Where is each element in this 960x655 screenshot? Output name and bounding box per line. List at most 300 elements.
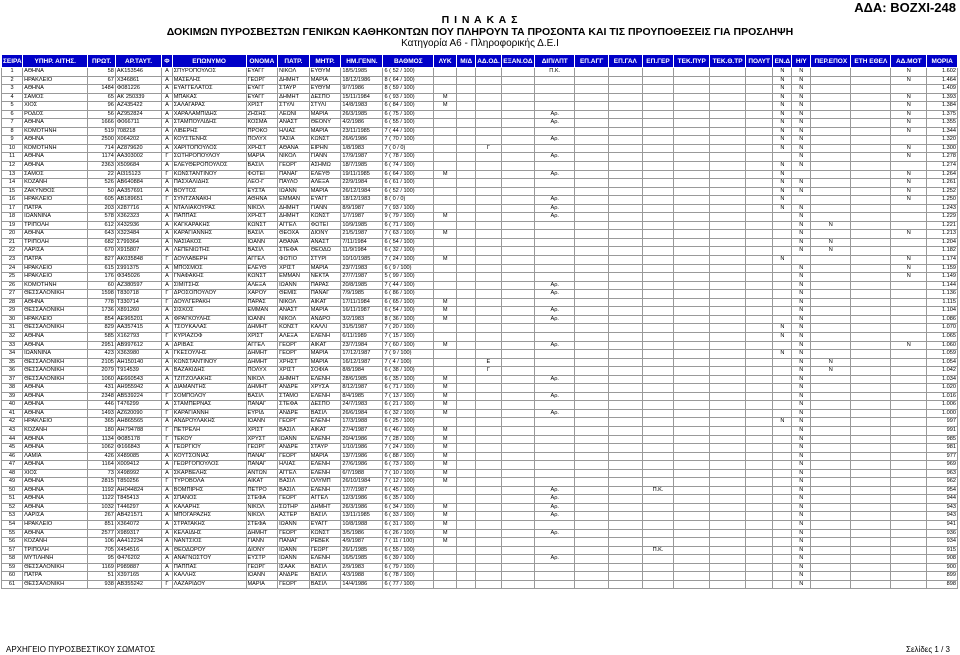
- table-cell: [811, 444, 851, 453]
- table-cell: [745, 503, 772, 512]
- table-cell: [674, 392, 710, 401]
- table-cell: [851, 187, 891, 196]
- table-cell: [476, 187, 501, 196]
- table-cell: Ν: [792, 538, 811, 547]
- table-cell: 16/11/1987: [341, 307, 383, 316]
- table-row: [2, 170, 958, 179]
- table-cell: [710, 332, 746, 341]
- table-cell: [457, 461, 476, 470]
- table-cell: ΑΗ044824: [115, 486, 161, 495]
- table-cell: 1.243: [927, 204, 958, 213]
- table-cell: [608, 93, 642, 102]
- table-cell: [642, 238, 674, 247]
- table-cell: [811, 401, 851, 410]
- table-cell: [773, 563, 792, 572]
- table-cell: ΗΡΑΚΛΕΙΟ: [23, 196, 88, 205]
- table-cell: [851, 478, 891, 487]
- table-cell: [710, 85, 746, 94]
- table-cell: [891, 307, 927, 316]
- table-cell: [851, 572, 891, 581]
- table-cell: ΕΛΕΥΘΕΡΟΠΟΥΛΟΣ: [172, 162, 246, 171]
- table-cell: [575, 358, 609, 367]
- table-cell: Ν: [792, 409, 811, 418]
- table-cell: [476, 170, 501, 179]
- table-cell: Ν: [792, 572, 811, 581]
- table-cell: Χ287716: [115, 204, 161, 213]
- table-cell: [457, 179, 476, 188]
- table-cell: ΚΩΝΣΤΑΝΤΙΝΟΥ: [172, 358, 246, 367]
- table-cell: 57: [2, 546, 23, 555]
- table-cell: [811, 563, 851, 572]
- table-cell: Ν: [792, 503, 811, 512]
- table-cell: Ν: [792, 580, 811, 589]
- table-cell: ΘΕΣΣΑΛΟΝΙΚΗ: [23, 375, 88, 384]
- table-cell: Χ509684: [115, 162, 161, 171]
- table-cell: [851, 119, 891, 128]
- table-cell: [851, 298, 891, 307]
- table-cell: [501, 102, 535, 111]
- table-cell: [710, 290, 746, 299]
- table-cell: ΣΟΜΠΟΛΟΥ: [172, 392, 246, 401]
- table-cell: [773, 495, 792, 504]
- table-cell: [891, 546, 927, 555]
- table-cell: ΑΒ189651: [115, 196, 161, 205]
- table-cell: Ν: [891, 230, 927, 239]
- table-cell: ΚΟΥΣΤΕΝΗΣ: [172, 136, 246, 145]
- table-cell: Μ: [434, 401, 457, 410]
- table-cell: Μ: [434, 426, 457, 435]
- table-cell: 8/12/1987: [341, 384, 383, 393]
- table-cell: [434, 290, 457, 299]
- table-cell: ΑΚ035848: [115, 256, 161, 265]
- table-row: [2, 264, 958, 273]
- table-row: [2, 512, 958, 521]
- table-cell: 5: [2, 102, 23, 111]
- table-cell: 26/6/1986: [341, 136, 383, 145]
- table-cell: [608, 110, 642, 119]
- table-cell: ΔΟΥΛΑΒΕΡΗ: [172, 256, 246, 265]
- table-cell: 6 ( 9 / 100): [383, 264, 434, 273]
- table-cell: [434, 153, 457, 162]
- table-cell: [476, 495, 501, 504]
- table-cell: [434, 546, 457, 555]
- table-cell: ΑΓΓΕΛ: [246, 256, 278, 265]
- table-cell: [501, 384, 535, 393]
- table-cell: 1/8/1983: [341, 144, 383, 153]
- table-cell: [773, 238, 792, 247]
- header-row: [2, 55, 958, 68]
- table-row: [2, 392, 958, 401]
- table-cell: ΣΤΥΛΙ: [309, 102, 341, 111]
- table-cell: [501, 401, 535, 410]
- table-cell: ΑΘΗΝΑ: [23, 529, 88, 538]
- table-cell: [434, 144, 457, 153]
- table-cell: 55: [2, 529, 23, 538]
- column-header: ΕΤΗ ΕΘΕΛ: [851, 55, 891, 68]
- table-cell: [642, 179, 674, 188]
- table-cell: [476, 384, 501, 393]
- table-cell: 1/10/1986: [341, 444, 383, 453]
- table-cell: [575, 469, 609, 478]
- table-cell: [745, 187, 772, 196]
- table-cell: 3: [2, 85, 23, 94]
- table-cell: ΝΑΣΙΑΚΟΣ: [172, 238, 246, 247]
- table-cell: 26/6/1984: [341, 409, 383, 418]
- table-cell: ΙΣΑΑΚ: [278, 563, 310, 572]
- table-cell: [476, 136, 501, 145]
- table-cell: 10/8/1988: [341, 520, 383, 529]
- table-cell: ΚΑΛΛΗΣ: [172, 572, 246, 581]
- table-cell: 6 ( 35 / 100): [383, 375, 434, 384]
- column-header: ΕΠ.ΑΓΓ: [575, 55, 609, 68]
- table-cell: ΘΕΣΣΑΛΟΝΙΚΗ: [23, 580, 88, 589]
- table-cell: 14: [2, 179, 23, 188]
- column-header: ΥΠΗΡ. ΑΙΤΗΣ.: [23, 55, 88, 68]
- table-cell: [476, 512, 501, 521]
- table-cell: ΒΑΣΙΛ: [309, 572, 341, 581]
- table-cell: [608, 520, 642, 529]
- table-cell: [575, 298, 609, 307]
- table-cell: [575, 221, 609, 230]
- table-cell: ΓΕΩΡΓ: [278, 529, 310, 538]
- table-cell: 21: [2, 238, 23, 247]
- table-cell: [457, 341, 476, 350]
- table-cell: ΤΣΟΥΚΑΛΑΣ: [172, 324, 246, 333]
- table-cell: ΜΠΟΣΜΟΣ: [172, 264, 246, 273]
- table-cell: [608, 136, 642, 145]
- table-cell: [710, 426, 746, 435]
- table-row: [2, 307, 958, 316]
- table-cell: Χ162793: [115, 332, 161, 341]
- table-cell: [710, 230, 746, 239]
- table-cell: 38: [2, 384, 23, 393]
- table-cell: [501, 546, 535, 555]
- table-cell: 20/4/1986: [341, 435, 383, 444]
- table-cell: [575, 315, 609, 324]
- table-cell: ΘΕΣΣΑΛΟΝΙΚΗ: [23, 324, 88, 333]
- table-cell: 6 ( 54 / 100): [383, 238, 434, 247]
- table-cell: Ν: [792, 213, 811, 222]
- table-cell: [575, 324, 609, 333]
- table-cell: Τ914539: [115, 367, 161, 376]
- table-cell: Ν: [792, 529, 811, 538]
- table-cell: Γ: [162, 409, 173, 418]
- table-cell: [891, 444, 927, 453]
- table-cell: Χ364072: [115, 520, 161, 529]
- table-cell: Ν: [773, 136, 792, 145]
- table-cell: [710, 469, 746, 478]
- table-cell: [642, 367, 674, 376]
- table-cell: [501, 563, 535, 572]
- table-cell: 6 ( 46 / 100): [383, 426, 434, 435]
- column-header: Μ/Δ: [457, 55, 476, 68]
- table-cell: 6 ( 32 / 100): [383, 409, 434, 418]
- table-cell: [535, 538, 575, 547]
- table-cell: [501, 341, 535, 350]
- table-cell: 13: [2, 170, 23, 179]
- table-cell: Ν: [792, 563, 811, 572]
- table-cell: [476, 238, 501, 247]
- table-cell: 1174: [88, 153, 115, 162]
- table-cell: 6 ( 79 / 100): [383, 563, 434, 572]
- table-cell: 2951: [88, 341, 115, 350]
- table-cell: [434, 418, 457, 427]
- table-cell: 6 ( 31 / 100): [383, 520, 434, 529]
- table-row: [2, 332, 958, 341]
- table-cell: 8 ( 36 / 100): [383, 315, 434, 324]
- table-cell: [745, 68, 772, 77]
- table-cell: ΒΑΣΙΛ: [246, 247, 278, 256]
- table-cell: 1.355: [927, 119, 958, 128]
- table-cell: [608, 409, 642, 418]
- table-cell: Μ: [434, 93, 457, 102]
- table-cell: 6 ( 64 / 100): [383, 170, 434, 179]
- table-row: [2, 538, 958, 547]
- table-cell: [710, 563, 746, 572]
- table-cell: [773, 435, 792, 444]
- table-cell: Γ: [162, 298, 173, 307]
- table-cell: [851, 392, 891, 401]
- table-cell: [501, 85, 535, 94]
- table-cell: [745, 435, 772, 444]
- table-cell: [674, 367, 710, 376]
- table-cell: ΕΥΣΤΡ: [246, 555, 278, 564]
- table-cell: 1060: [88, 375, 115, 384]
- table-cell: [501, 238, 535, 247]
- table-cell: 18: [2, 213, 23, 222]
- table-cell: [476, 264, 501, 273]
- table-cell: [476, 478, 501, 487]
- table-cell: [710, 68, 746, 77]
- table-cell: [608, 315, 642, 324]
- table-cell: 1.000: [927, 409, 958, 418]
- table-cell: ΓΕΩΡΓ: [278, 452, 310, 461]
- table-cell: [773, 469, 792, 478]
- table-cell: 7 ( 44 / 100): [383, 281, 434, 290]
- table-cell: ΙΩΑΝΝ: [246, 572, 278, 581]
- table-cell: [476, 555, 501, 564]
- table-cell: [851, 93, 891, 102]
- table-cell: Χ064202: [115, 136, 161, 145]
- table-cell: ΔΙΟΝΥ: [246, 546, 278, 555]
- table-cell: 6 ( 71 / 100): [383, 384, 434, 393]
- table-cell: [457, 572, 476, 581]
- table-cell: [476, 520, 501, 529]
- table-cell: [710, 350, 746, 359]
- table-cell: [642, 127, 674, 136]
- table-cell: ΠΟΛΥΧ: [246, 136, 278, 145]
- table-cell: [710, 384, 746, 393]
- table-cell: Ν: [792, 384, 811, 393]
- table-cell: ΣΟΦΙΑ: [309, 367, 341, 376]
- table-cell: Α: [162, 341, 173, 350]
- table-cell: 43: [2, 426, 23, 435]
- table-cell: Ν: [792, 546, 811, 555]
- table-cell: ΓΕΩΡΓ: [278, 580, 310, 589]
- table-cell: [642, 162, 674, 171]
- table-cell: [674, 76, 710, 85]
- table-cell: [575, 426, 609, 435]
- table-cell: 1.174: [927, 256, 958, 265]
- table-cell: [642, 324, 674, 333]
- table-cell: ΔΗΜΗΤ: [278, 375, 310, 384]
- table-cell: [642, 144, 674, 153]
- table-cell: Α: [162, 461, 173, 470]
- table-cell: [457, 256, 476, 265]
- table-cell: 1.136: [927, 290, 958, 299]
- table-cell: [457, 76, 476, 85]
- table-cell: [891, 495, 927, 504]
- table-cell: ΣΙΣΚΟΣ: [172, 307, 246, 316]
- table-cell: [745, 273, 772, 282]
- table-cell: [535, 444, 575, 453]
- table-cell: Φ081226: [115, 85, 161, 94]
- table-cell: [851, 170, 891, 179]
- table-cell: 6 ( 55 / 100): [383, 546, 434, 555]
- table-cell: [891, 555, 927, 564]
- table-cell: Ν: [792, 495, 811, 504]
- table-cell: [710, 503, 746, 512]
- table-cell: 19: [2, 221, 23, 230]
- table-cell: Ν: [891, 76, 927, 85]
- table-cell: ΧΡΙΣΤ: [246, 102, 278, 111]
- table-cell: ΜΥΤΙΛΗΝΗ: [23, 555, 88, 564]
- table-cell: [745, 93, 772, 102]
- table-cell: Α: [162, 127, 173, 136]
- table-cell: ΓΕΩΡΓ: [246, 444, 278, 453]
- table-cell: ΧΡΥΣΤ: [246, 435, 278, 444]
- table-cell: ΣΑΛΑΓΑΡΑΣ: [172, 102, 246, 111]
- table-cell: [457, 435, 476, 444]
- table-cell: [674, 375, 710, 384]
- table-cell: [674, 221, 710, 230]
- table-cell: ΑΗ865565: [115, 418, 161, 427]
- table-cell: 962: [927, 478, 958, 487]
- table-cell: [891, 435, 927, 444]
- table-cell: [674, 307, 710, 316]
- table-cell: 23/7/1983: [341, 264, 383, 273]
- table-cell: Α: [162, 444, 173, 453]
- table-cell: [501, 392, 535, 401]
- table-cell: Ν: [891, 102, 927, 111]
- table-cell: [608, 572, 642, 581]
- table-cell: [501, 281, 535, 290]
- table-cell: 936: [927, 529, 958, 538]
- table-cell: [745, 401, 772, 410]
- table-cell: [575, 563, 609, 572]
- table-cell: 7 ( 93 / 100): [383, 204, 434, 213]
- table-cell: [851, 503, 891, 512]
- table-cell: ΜΑΡΙΑ: [309, 358, 341, 367]
- table-cell: ΚΑΓΚΑΡΑΚΗΣ: [172, 221, 246, 230]
- table-cell: 59: [2, 563, 23, 572]
- table-cell: 1484: [88, 85, 115, 94]
- table-cell: [608, 418, 642, 427]
- table-cell: [745, 127, 772, 136]
- table-cell: ΓΙΑΝΝ: [246, 538, 278, 547]
- table-cell: ΑΘΗΝΑ: [23, 495, 88, 504]
- table-cell: [642, 375, 674, 384]
- table-cell: 1493: [88, 409, 115, 418]
- table-cell: [457, 273, 476, 282]
- table-cell: [501, 68, 535, 77]
- table-cell: [710, 221, 746, 230]
- table-cell: [745, 162, 772, 171]
- table-cell: ΑΘΗΝΑ: [23, 332, 88, 341]
- column-header: ΟΝΟΜΑ: [246, 55, 278, 68]
- table-cell: [773, 230, 792, 239]
- table-cell: ΑΘΗΝΑ: [23, 298, 88, 307]
- table-cell: 34: [2, 350, 23, 359]
- table-cell: [674, 452, 710, 461]
- table-cell: [476, 572, 501, 581]
- table-cell: Γ: [476, 367, 501, 376]
- table-cell: 899: [927, 572, 958, 581]
- table-cell: [642, 572, 674, 581]
- table-cell: ΕΜΜΑΝ: [278, 273, 310, 282]
- table-cell: ΝΙΚΟΛ: [246, 375, 278, 384]
- table-cell: Ν: [773, 93, 792, 102]
- table-cell: Ν: [792, 264, 811, 273]
- table-cell: 95: [88, 555, 115, 564]
- table-cell: [476, 418, 501, 427]
- table-cell: ΑΗ955942: [115, 384, 161, 393]
- table-cell: [501, 435, 535, 444]
- table-cell: Ν: [773, 102, 792, 111]
- table-cell: [535, 520, 575, 529]
- table-cell: Ν: [891, 119, 927, 128]
- table-cell: ΧΡΗΣΤ: [278, 358, 310, 367]
- table-row: [2, 247, 958, 256]
- table-cell: 6/11/1989: [341, 332, 383, 341]
- table-cell: Σ991375: [115, 264, 161, 273]
- table-row: [2, 358, 958, 367]
- table-cell: [501, 298, 535, 307]
- table-cell: 28/6/1985: [341, 375, 383, 384]
- table-cell: 526: [88, 179, 115, 188]
- table-cell: [811, 187, 851, 196]
- table-cell: ΑΘΗΝΑ: [23, 444, 88, 453]
- table-cell: [434, 555, 457, 564]
- table-cell: [710, 110, 746, 119]
- table-cell: ΣΑΜΟΣ: [23, 93, 88, 102]
- table-cell: [434, 110, 457, 119]
- table-cell: 41: [2, 409, 23, 418]
- table-cell: [501, 478, 535, 487]
- table-cell: [811, 213, 851, 222]
- table-cell: 42: [2, 418, 23, 427]
- table-cell: [710, 264, 746, 273]
- table-cell: 49: [2, 478, 23, 487]
- table-cell: [575, 444, 609, 453]
- column-header: ΠΕΡ.ΕΠΟΧ: [811, 55, 851, 68]
- table-cell: [457, 358, 476, 367]
- table-cell: 203: [88, 204, 115, 213]
- table-cell: [476, 486, 501, 495]
- table-cell: Γ: [162, 170, 173, 179]
- table-cell: [745, 221, 772, 230]
- table-cell: [851, 350, 891, 359]
- table-cell: ΣΤΑΥΡ: [309, 444, 341, 453]
- table-cell: 26/3/1986: [341, 503, 383, 512]
- table-cell: [535, 102, 575, 111]
- table-cell: [642, 435, 674, 444]
- table-cell: [457, 127, 476, 136]
- table-cell: ΔΗΜΗΤ: [246, 350, 278, 359]
- table-cell: [457, 315, 476, 324]
- table-cell: Ν: [773, 204, 792, 213]
- table-cell: ΚΟΜΟΤΗΝΗ: [23, 127, 88, 136]
